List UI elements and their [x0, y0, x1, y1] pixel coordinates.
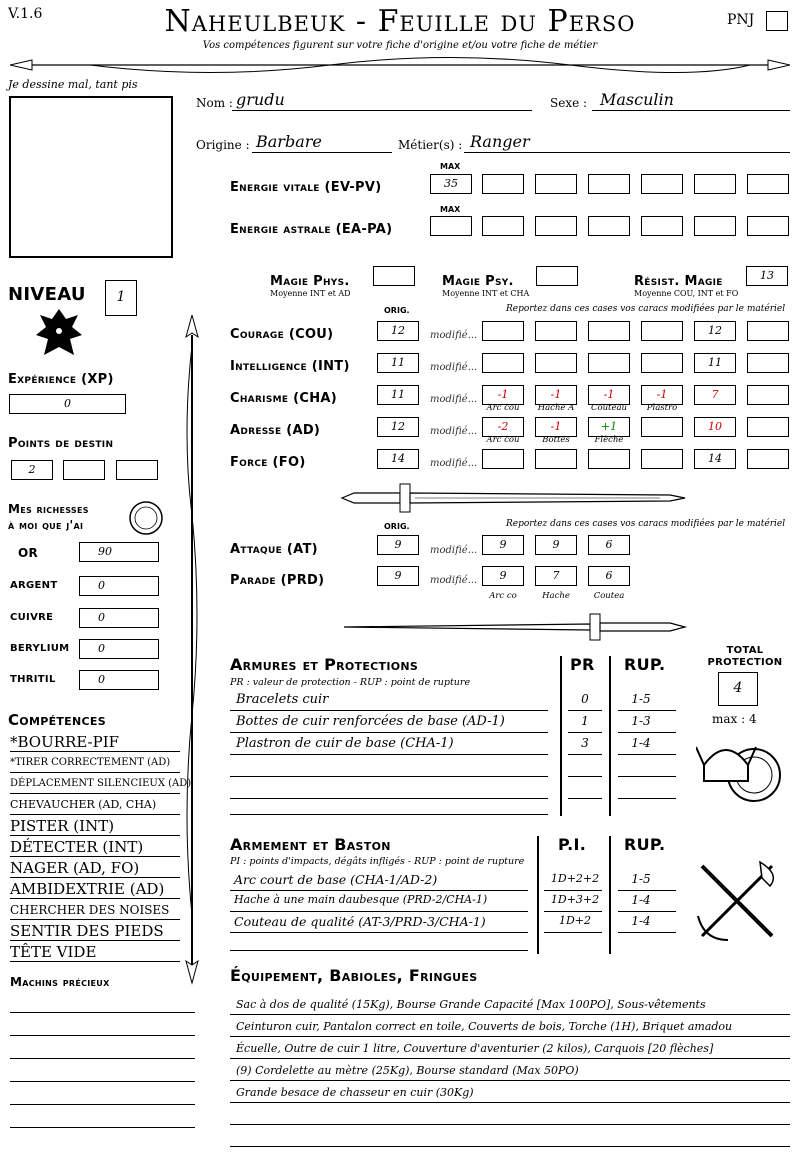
competence-item: AMBIDEXTRIE (AD) — [10, 879, 180, 899]
competence-item: SENTIR DES PIEDS — [10, 921, 180, 941]
prd-box[interactable]: 6 — [588, 566, 630, 586]
sexe-field[interactable]: Masculin — [600, 90, 674, 109]
prd-label: Parade (PRD) — [230, 573, 325, 588]
carac-mod-box[interactable]: -2 — [482, 417, 524, 437]
carac-mod-box[interactable] — [588, 449, 630, 469]
armure-rup[interactable]: 1-3 — [631, 714, 651, 728]
pnj-label: PNJ — [727, 12, 755, 28]
armure-pr[interactable]: 3 — [581, 736, 589, 750]
carac-mod-box[interactable] — [482, 353, 524, 373]
carac-mod-box[interactable]: -1 — [535, 385, 577, 405]
carac-orig-box[interactable]: 12 — [377, 417, 419, 437]
combat-caption: Coutea — [593, 591, 625, 601]
ea-max-label: MAX — [440, 205, 461, 214]
arme-name[interactable]: Couteau de qualité (AT-3/PRD-3/CHA-1) — [234, 914, 486, 929]
ev-box[interactable] — [588, 174, 630, 194]
prd-box[interactable]: 9 — [482, 566, 524, 586]
carac-mod-box[interactable]: -1 — [588, 385, 630, 405]
resist-magie-label: Résist. Magie — [634, 274, 723, 289]
carac-mod-box[interactable] — [641, 449, 683, 469]
carac-mod-box[interactable]: -1 — [482, 385, 524, 405]
pr-header: PR — [570, 655, 595, 674]
arme-pi[interactable]: 1D+2 — [558, 914, 592, 927]
armures-title: Armures et Protections — [230, 655, 419, 674]
ev-box[interactable] — [482, 174, 524, 194]
magie-psy-note: Moyenne INT et CHA — [442, 289, 530, 298]
money-box[interactable]: 0 — [79, 576, 159, 596]
helmet-shield-icon — [696, 725, 786, 815]
carac-caption: Plastro — [646, 403, 678, 413]
machins-label: Machins précieux — [10, 975, 110, 989]
carac-mod-box[interactable] — [588, 321, 630, 341]
total-protection-label: TOTAL PROTECTION — [707, 645, 783, 668]
carac-mod-box[interactable] — [535, 449, 577, 469]
pnj-checkbox[interactable] — [766, 11, 788, 31]
arme-rup[interactable]: 1-5 — [631, 872, 651, 886]
carac-modifie: modifié... — [430, 362, 478, 373]
dragon-icon — [34, 305, 84, 365]
competence-item: TÊTE VIDE — [10, 942, 180, 962]
carac-modifie: modifié... — [430, 426, 478, 437]
competence-item: CHERCHER DES NOISES — [10, 900, 180, 920]
carac-modifie: modifié... — [430, 458, 478, 469]
xp-box[interactable]: 0 — [9, 394, 126, 414]
carac-mod-box[interactable] — [747, 321, 789, 341]
money-box[interactable]: 90 — [79, 542, 159, 562]
total-protection-box[interactable]: 4 — [718, 672, 758, 706]
carac-mod-box[interactable] — [641, 417, 683, 437]
metier-field[interactable]: Ranger — [470, 132, 530, 151]
carac-modifie: modifié... — [430, 330, 478, 341]
competence-item: CHEVAUCHER (AD, CHA) — [10, 795, 180, 815]
competence-item: PISTER (INT) — [10, 816, 180, 836]
armement-title: Armement et Baston — [230, 835, 391, 854]
equipement-line[interactable]: Écuelle, Outre de cuir 1 litre, Couverture d'aventurier (2 kilos), Carquois [20 flèches] — [236, 1042, 714, 1055]
carac-mod-box[interactable] — [482, 449, 524, 469]
carac-mod-box[interactable] — [588, 353, 630, 373]
money-label: BERYLIUM — [10, 643, 70, 654]
carac-mod-box[interactable] — [747, 385, 789, 405]
nom-field[interactable]: grudu — [236, 90, 285, 109]
armures-rup-header: RUP. — [624, 655, 666, 674]
armure-rup[interactable]: 1-5 — [631, 692, 651, 706]
ev-max-box[interactable]: 35 — [430, 174, 472, 194]
arme-name[interactable]: Hache à une main daubesque (PRD-2/CHA-1) — [234, 893, 488, 906]
sword-icon — [340, 480, 690, 516]
spear-icon — [180, 315, 204, 985]
equipement-line[interactable]: (9) Cordelette au mètre (25Kg), Bourse standard (Max 50PO) — [236, 1064, 579, 1077]
magie-phys-note: Moyenne INT et AD — [270, 289, 351, 298]
carac-mod-box[interactable] — [747, 449, 789, 469]
armure-name[interactable]: Bottes de cuir renforcées de base (AD-1) — [236, 714, 505, 729]
money-label: THRITIL — [10, 674, 56, 685]
armement-note: PI : points d'impacts, dégâts infligés - RUP : point de rupture — [230, 856, 525, 867]
money-label: ARGENT — [10, 580, 58, 591]
richesses-label-2: à moi que j'ai — [8, 518, 84, 532]
at-label: Attaque (AT) — [230, 542, 318, 557]
carac-caption: Arc cou — [486, 435, 520, 445]
ev-box[interactable] — [535, 174, 577, 194]
at-modifie: modifié... — [430, 545, 478, 556]
pi-header: P.I. — [558, 835, 587, 854]
ea-box[interactable] — [747, 216, 789, 236]
ev-max-label: MAX — [440, 162, 461, 171]
arme-name[interactable]: Arc court de base (CHA-1/AD-2) — [234, 872, 438, 887]
ev-box[interactable] — [641, 174, 683, 194]
carac-mod-box[interactable]: 10 — [694, 417, 736, 437]
nom-label: Nom : — [196, 96, 233, 110]
destin-box[interactable]: 2 — [11, 460, 53, 480]
money-box[interactable]: 0 — [79, 639, 159, 659]
arme-pi[interactable]: 1D+3+2 — [550, 893, 600, 906]
at-box[interactable]: 9 — [482, 535, 524, 555]
at-box[interactable]: 6 — [588, 535, 630, 555]
combat-orig-label: ORIG. — [384, 522, 410, 531]
carac-orig-label: ORIG. — [384, 306, 410, 315]
carac-mod-box[interactable]: -1 — [641, 385, 683, 405]
carac-label: Adresse (AD) — [230, 423, 321, 438]
ea-box[interactable] — [482, 216, 524, 236]
competence-item: NAGER (AD, FO) — [10, 858, 180, 878]
arme-pi[interactable]: 1D+2+2 — [550, 872, 600, 885]
money-label: CUIVRE — [10, 612, 54, 623]
ea-label: Energie astrale (EA-PA) — [230, 222, 393, 237]
competence-item: *TIRER CORRECTEMENT (AD) — [10, 753, 180, 773]
ea-box[interactable] — [641, 216, 683, 236]
prd-box[interactable]: 7 — [535, 566, 577, 586]
carac-caption: Bottes — [542, 435, 570, 445]
carac-orig-box[interactable]: 11 — [377, 385, 419, 405]
competence-item: DÉPLACEMENT SILENCIEUX (AD) — [10, 774, 180, 794]
sexe-label: Sexe : — [550, 96, 588, 110]
portrait-box[interactable] — [9, 96, 173, 258]
magie-psy-label: Magie Psy. — [442, 274, 514, 289]
carac-orig-box[interactable]: 14 — [377, 449, 419, 469]
armure-name[interactable]: Plastron de cuir de base (CHA-1) — [236, 736, 454, 751]
carac-mod-box[interactable]: 14 — [694, 449, 736, 469]
carac-caption: Couteau — [590, 403, 628, 413]
money-label: OR — [18, 546, 39, 560]
portrait-caption: Je dessine mal, tant pis — [8, 78, 138, 91]
carac-label: Courage (COU) — [230, 327, 334, 342]
origine-field[interactable]: Barbare — [256, 132, 322, 151]
carac-hint: Reportez dans ces cases vos caracs modifiées par le matériel — [506, 304, 786, 314]
magie-phys-label: Magie Phys. — [270, 274, 350, 289]
carac-mod-box[interactable] — [641, 353, 683, 373]
origine-label: Origine : — [196, 138, 250, 152]
metier-label: Métier(s) : — [398, 138, 463, 152]
resist-magie-box[interactable]: 13 — [746, 266, 788, 286]
equipement-title: Équipement, Babioles, Fringues — [230, 966, 478, 985]
ea-box[interactable] — [588, 216, 630, 236]
carac-mod-box[interactable]: +1 — [588, 417, 630, 437]
carac-modifie: modifié... — [430, 394, 478, 405]
coin-icon — [128, 500, 164, 536]
destin-label: Points de destin — [8, 436, 114, 451]
arme-rup[interactable]: 1-4 — [631, 893, 651, 907]
magie-phys-box[interactable] — [373, 266, 415, 286]
resist-magie-note: Moyenne COU, INT et FO — [634, 289, 739, 298]
combat-caption: Hache — [542, 591, 570, 601]
at-box[interactable]: 9 — [535, 535, 577, 555]
armure-rup[interactable]: 1-4 — [631, 736, 651, 750]
page-title: Naheulbeuk - Feuille du Perso — [164, 4, 636, 39]
combat-caption: Arc co — [489, 591, 517, 601]
version-label: V.1.6 — [8, 6, 43, 22]
money-box[interactable]: 0 — [79, 608, 159, 628]
equipement-line[interactable]: Grande besace de chasseur en cuir (30Kg) — [236, 1086, 474, 1099]
carac-mod-box[interactable] — [747, 353, 789, 373]
carac-caption: Flèche — [594, 435, 624, 445]
carac-mod-box[interactable]: -1 — [535, 417, 577, 437]
carac-label: Force (FO) — [230, 455, 306, 470]
equipement-line[interactable]: Sac à dos de qualité (15Kg), Bourse Grande Capacité [Max 100PO], Sous-vêtements — [236, 998, 706, 1011]
carac-mod-box[interactable] — [747, 417, 789, 437]
competence-item: *BOURRE-PIF — [10, 732, 180, 752]
carac-mod-box[interactable]: 12 — [694, 321, 736, 341]
destin-box[interactable] — [116, 460, 158, 480]
carac-mod-box[interactable] — [535, 321, 577, 341]
carac-caption: Arc cou — [486, 403, 520, 413]
prd-orig-box[interactable]: 9 — [377, 566, 419, 586]
carac-mod-box[interactable]: 7 — [694, 385, 736, 405]
ea-max-box[interactable] — [430, 216, 472, 236]
niveau-box[interactable]: 1 — [105, 280, 137, 316]
armement-rup-header: RUP. — [624, 835, 666, 854]
carac-mod-box[interactable] — [482, 321, 524, 341]
ea-box[interactable] — [694, 216, 736, 236]
sword-icon — [340, 612, 690, 642]
prd-modifie: modifié... — [430, 575, 478, 586]
carac-label: Charisme (CHA) — [230, 391, 337, 406]
weapons-icon — [692, 856, 784, 946]
competence-item: DÉTECTER (INT) — [10, 837, 180, 857]
niveau-label: NIVEAU — [8, 284, 86, 305]
ev-box[interactable] — [747, 174, 789, 194]
at-orig-box[interactable]: 9 — [377, 535, 419, 555]
equipement-line[interactable]: Ceinturon cuir, Pantalon correct en toile, Couverts de bois, Torche (1H), Briquet amadou — [236, 1020, 733, 1033]
xp-label: Expérience (XP) — [8, 372, 114, 387]
armures-note: PR : valeur de protection - RUP : point de rupture — [230, 677, 471, 688]
money-box[interactable]: 0 — [79, 670, 159, 690]
carac-mod-box[interactable] — [535, 353, 577, 373]
page-subtitle: Vos compétences figurent sur votre fiche d'origine et/ou votre fiche de métier — [202, 40, 598, 51]
ev-box[interactable] — [694, 174, 736, 194]
carac-orig-box[interactable]: 12 — [377, 321, 419, 341]
richesses-label: Mes richesses — [8, 502, 89, 516]
carac-label: Intelligence (INT) — [230, 359, 350, 374]
carac-mod-box[interactable]: 11 — [694, 353, 736, 373]
armure-pr[interactable]: 1 — [581, 714, 589, 728]
ev-label: Energie vitale (EV-PV) — [230, 180, 382, 195]
ea-box[interactable] — [535, 216, 577, 236]
competences-label: Compétences — [8, 711, 106, 729]
armure-name[interactable]: Bracelets cuir — [236, 692, 329, 707]
combat-hint: Reportez dans ces cases vos caracs modifiées par le matériel — [506, 519, 786, 529]
carac-caption: Hache A — [537, 403, 575, 413]
spear-divider-icon — [10, 54, 790, 78]
max-protection: max : 4 — [712, 712, 757, 726]
magie-psy-box[interactable] — [536, 266, 578, 286]
armure-pr[interactable]: 0 — [581, 692, 589, 706]
carac-mod-box[interactable] — [641, 321, 683, 341]
carac-orig-box[interactable]: 11 — [377, 353, 419, 373]
arme-rup[interactable]: 1-4 — [631, 914, 651, 928]
destin-box[interactable] — [63, 460, 105, 480]
